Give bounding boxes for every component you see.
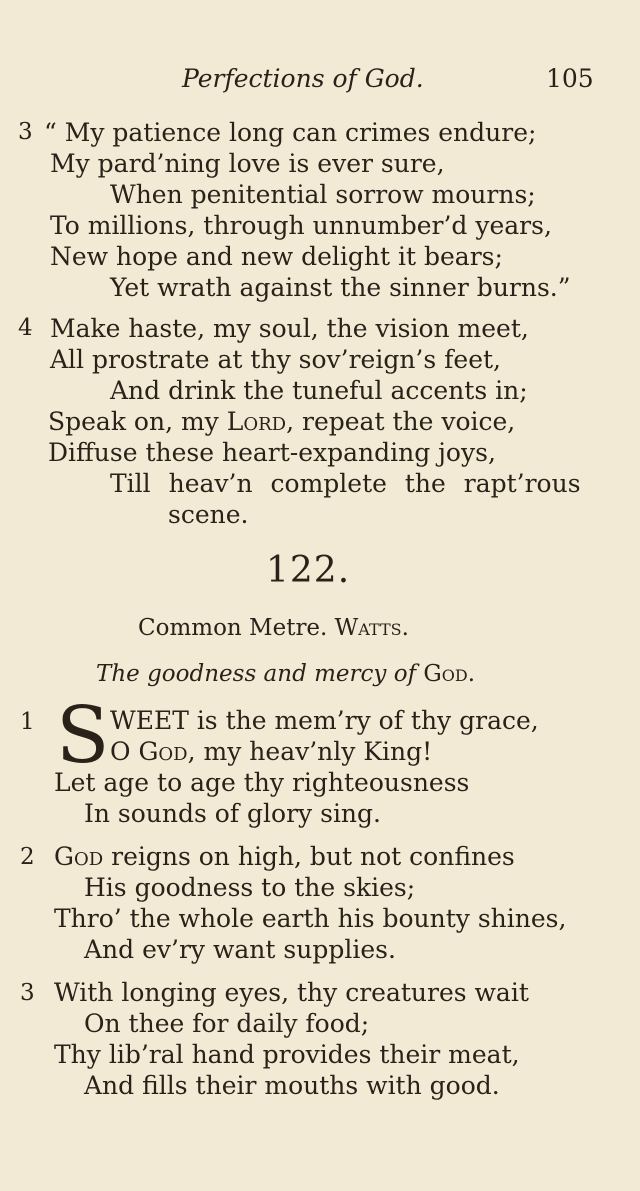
verse-line: To millions, through unnumber’d years, (50, 211, 552, 240)
hymn-metre: Common Metre. (138, 615, 328, 641)
verse-number: 2 (20, 844, 35, 870)
verse-line: New hope and new delight it bears; (50, 242, 503, 271)
drop-cap: S (56, 691, 110, 781)
verse-line: “ My patience long can crimes endure; (44, 118, 537, 147)
verse-line: Make haste, my soul, the vision meet, (50, 314, 529, 343)
verse-line: Let age to age thy righteousness (54, 768, 470, 797)
verse-line: In sounds of glory sing. (84, 799, 381, 828)
verse-line: God reigns on high, but not confines (54, 842, 515, 871)
verse-line: His goodness to the skies; (84, 873, 416, 902)
page-number: 105 (546, 64, 594, 93)
verse-number: 1 (20, 709, 35, 735)
god-small-caps: God. (423, 661, 476, 687)
hymn-number: 122. (266, 550, 351, 591)
verse-line: O God, my heav’nly King! (110, 737, 433, 766)
verse-line: Thy lib’ral hand provides their meat, (54, 1040, 520, 1069)
verse-line: And fills their mouths with good. (84, 1071, 500, 1100)
verse-line: Thro’ the whole earth his bounty shines, (54, 904, 567, 933)
verse-line: With longing eyes, thy creatures wait (54, 978, 529, 1007)
verse-line: All prostrate at thy sov’reign’s feet, (50, 345, 501, 374)
verse-line: My pard’ning love is ever sure, (50, 149, 445, 178)
verse-line: And ev’ry want supplies. (84, 935, 396, 964)
lord-small-caps: Lord (226, 407, 287, 436)
verse-line: Yet wrath against the sinner burns.” (110, 273, 571, 302)
running-title: Perfections of God. (182, 64, 424, 93)
hymn-subject: The goodness and mercy of God. (96, 661, 476, 687)
hymn-metre-author (138, 617, 409, 640)
hymn-author: Watts. (334, 615, 409, 641)
verse-line: Till heav’n complete the rapt’rous (110, 469, 581, 498)
verse-number: 3 (20, 980, 35, 1006)
verse-line: WEET is the mem’ry of thy grace, (110, 706, 539, 735)
verse-number: 4 (18, 315, 33, 341)
verse-number: 3 (18, 119, 33, 145)
verse-line: Diffuse these heart-expanding joys, (48, 438, 496, 467)
verse-line: When penitential sorrow mourns; (110, 180, 536, 209)
verse-line: And drink the tuneful accents in; (110, 376, 528, 405)
verse-line: scene. (168, 500, 249, 529)
god-small-caps: God (138, 737, 188, 766)
verse-line: Speak on, my Lord, repeat the voice, (48, 407, 516, 436)
god-small-caps: God (54, 842, 104, 871)
verse-line: On thee for daily food; (84, 1009, 370, 1038)
